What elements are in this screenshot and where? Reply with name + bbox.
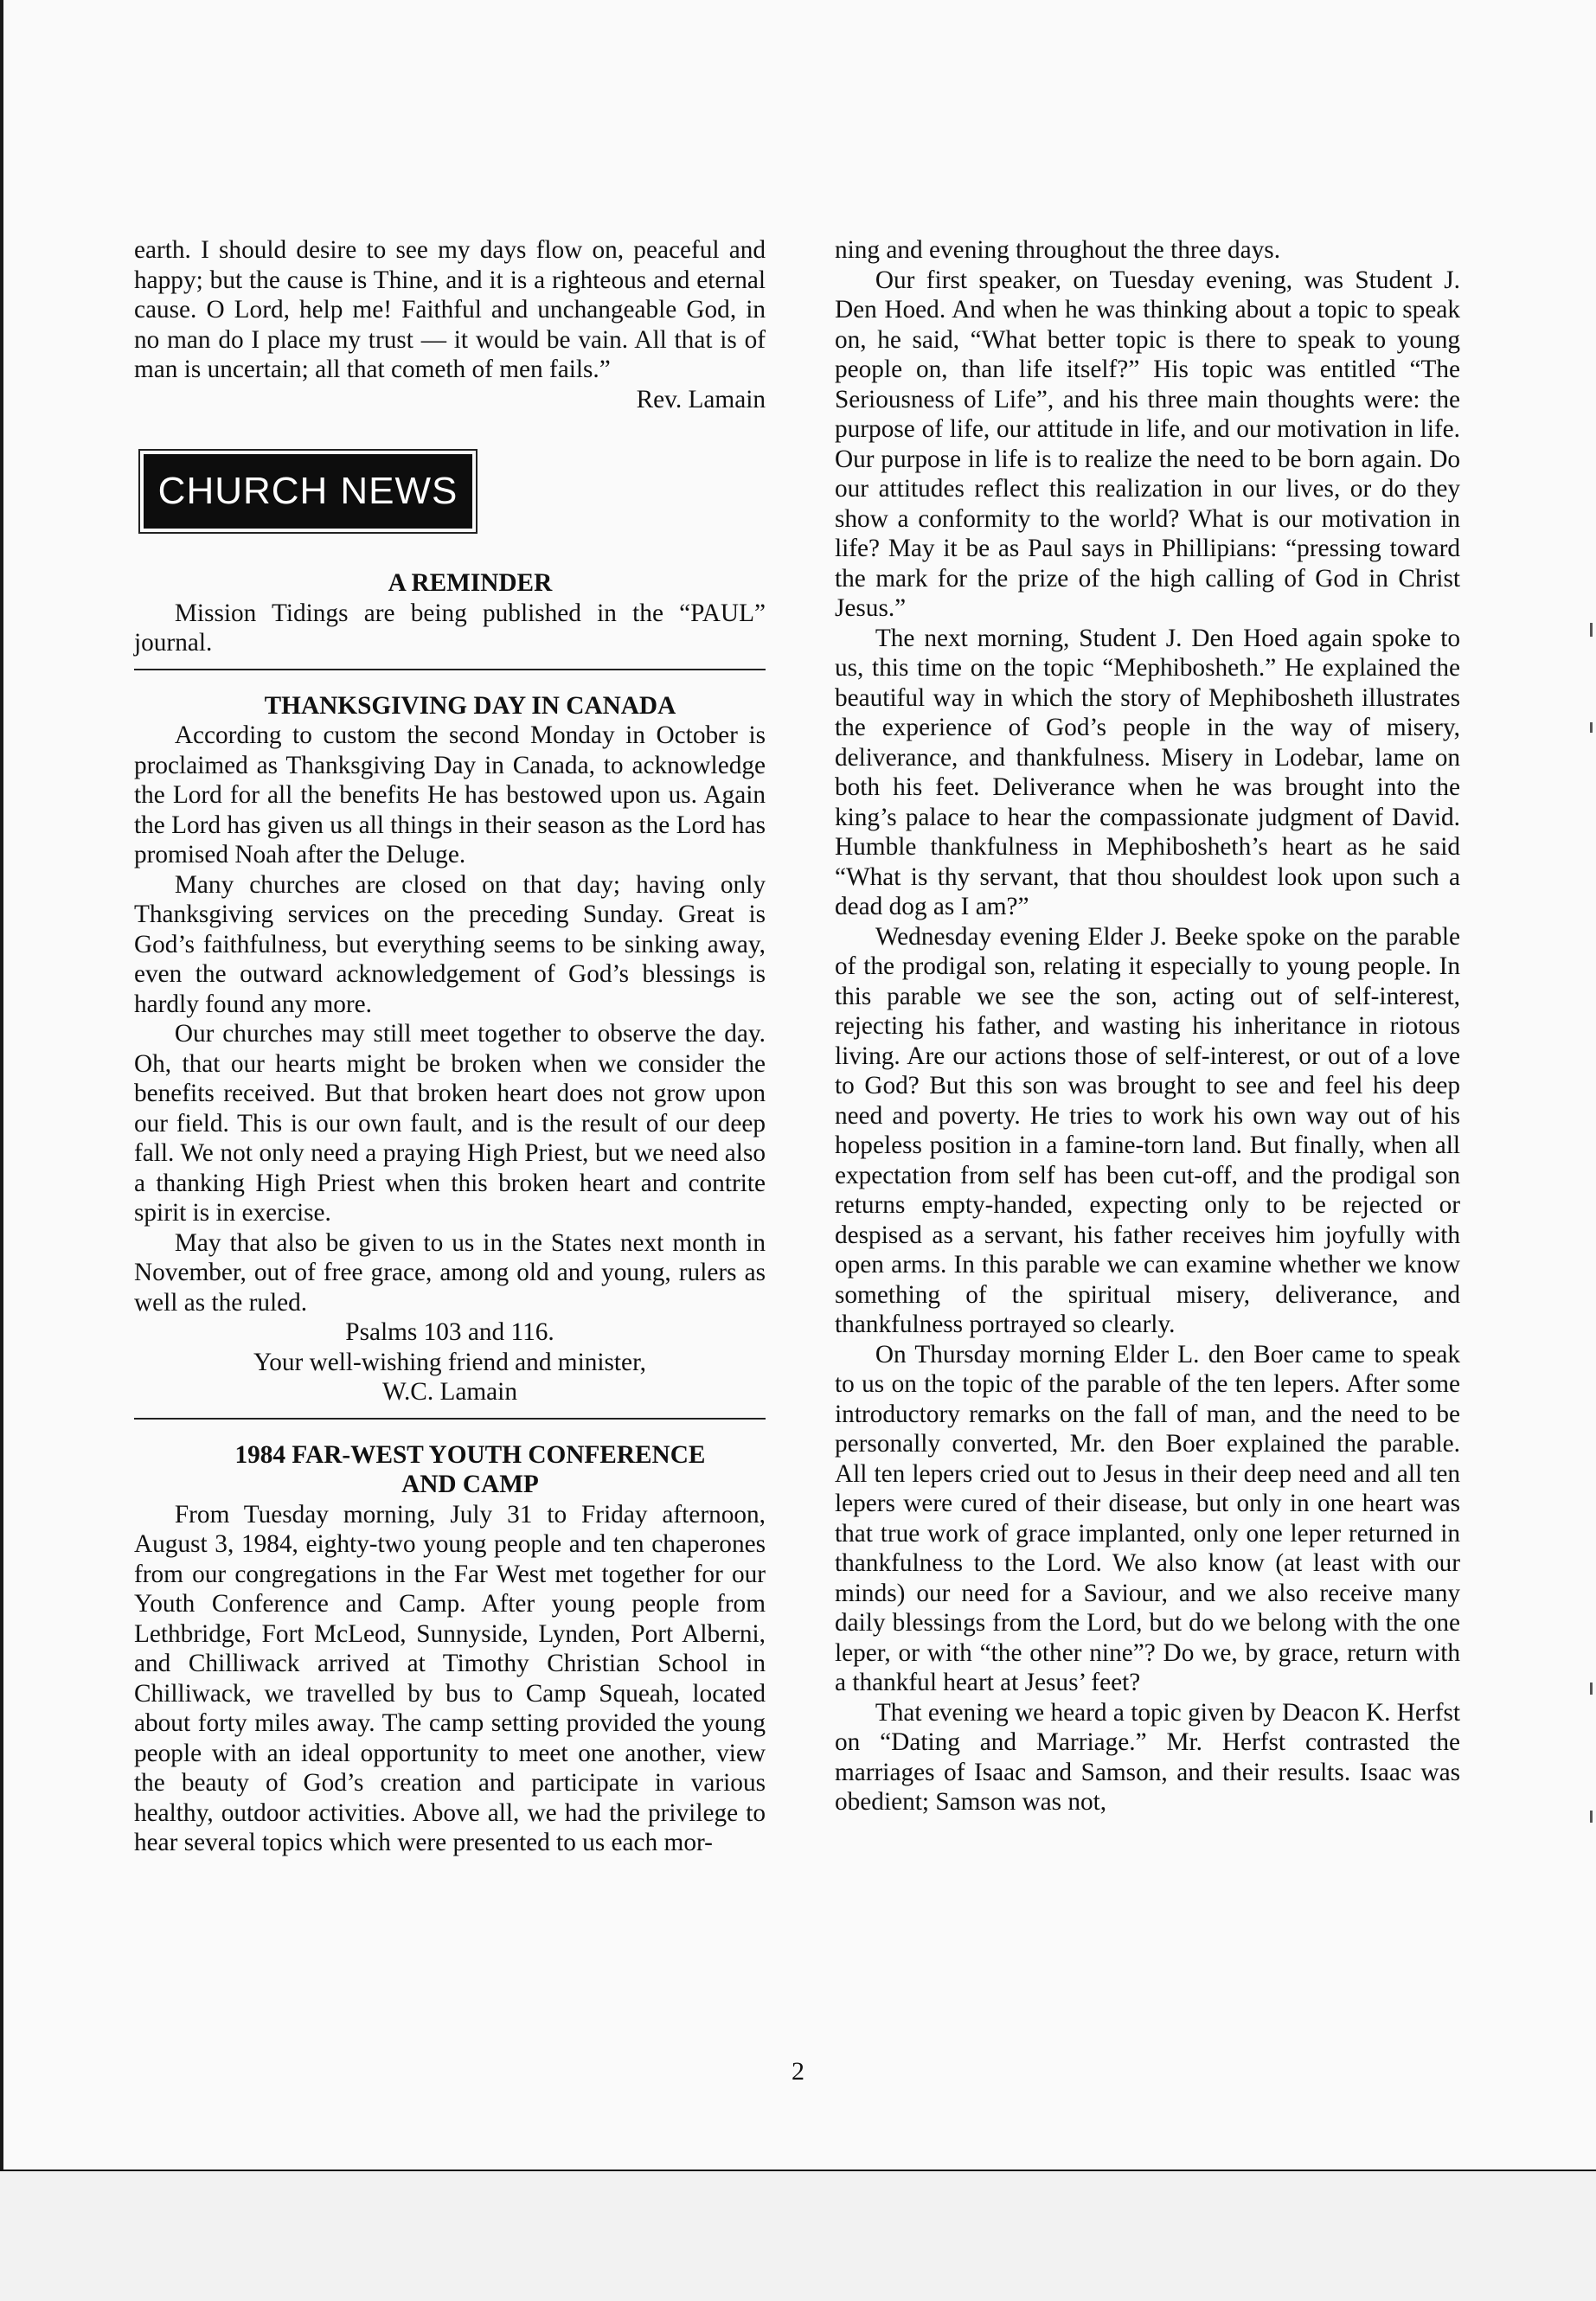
article-paragraph: That evening we heard a topic given by Deacon K. Herfst on “Dating and Marriage.” Mr. Herfst contrasted the marriages of Isaac and Samson, and their results. Isaac was obedient; Samson was not,	[835, 1698, 1460, 1816]
church-news-word1: CHURCH	[157, 469, 329, 512]
article-paragraph: The next morning, Student J. Den Hoed again spoke to us, this time on the topic “Mephibosheth.” He explained the beautiful way in which the story of Mephibosheth illustrates the experience of God’s people in the way of misery, deliverance, and thankfulness. Misery in Lodebar, lame on both his feet. Deliverance when he was brought into the king’s palace to hear the compassionate judgment of David. Humble thankfulness in Mephibosheth’s heart as he said “What is thy servant, that thou shouldest look upon such a dead dog as I am?”	[835, 624, 1460, 920]
thanksgiving-signature: W.C. Lamain	[382, 1378, 517, 1406]
left-column	[134, 235, 766, 1858]
thanksgiving-paragraph: Our churches may still meet together to observe the day. Oh, that our hearts might be broken when we consider the benefits received. But that broken heart does not grow upon our field. This is our own fault, and is the result of our deep fall. We not only need a praying High Priest, but we need also a thanking High Priest when this broken heart and contrite spirit is in exercise.	[134, 1020, 766, 1227]
article-paragraph: On Thursday morning Elder L. den Boer came to speak to us on the topic of the parable of the ten lepers. After some introductory remarks on the fall of man, and the need to be personally converted, Mr. den Boer explained the parable. All ten lepers cried out to Jesus in their deep need and all ten lepers were cured of their disease, but only in one heart was that true work of grace implanted, only one leper returned in thankfulness to the Lord. We also know (at least with our minds) our need for a Saviour, and we also receive many daily blessings from the Lord, but do we belong with the one leper, or with “the other nine”? Do we, by grace, return with a thankful heart at Jesus’ feet?	[835, 1340, 1460, 1696]
conference-title-line1: 1984 FAR-WEST YOUTH CONFERENCE	[234, 1440, 706, 1469]
thanksgiving-paragraph: According to custom the second Monday in October is proclaimed as Thanksgiving Day in Canada, to acknowledge the Lord for all the benefits He has bestowed upon us. Again the Lord has given us all things in their season as the Lord has promised Noah after the Deluge.	[134, 721, 766, 868]
section-divider	[134, 1418, 766, 1420]
scan-mark	[1590, 722, 1593, 733]
church-news-word2: NEWS	[340, 469, 458, 512]
scan-mark	[1590, 1682, 1593, 1695]
church-news-banner	[138, 449, 478, 534]
scan-edge	[0, 0, 3, 2171]
thanksgiving-closing: Psalms 103 and 116.	[345, 1318, 554, 1346]
reminder-text: Mission Tidings are being published in the “PAUL” journal.	[134, 599, 766, 657]
article-paragraph: Our first speaker, on Tuesday evening, was Student J. Den Hoed. And when he was thinking about a topic to speak on, he said, “What better topic is there to speak to young people on, than life itself?” His topic was entitled “The Seriousness of Life”, and his three main thoughts were: the purpose of life, our attitude in life, and our motivation in life. Our purpose in life is to realize the need to be born again. Do our attitudes reflect this realization in our lives, or do they show a conformity to the world? What is our motivation in life? May it be as Paul says in Phillipians: “pressing toward the mark for the prize of the high calling of God in Christ Jesus.”	[835, 266, 1460, 622]
intro-signature: Rev. Lamain	[636, 385, 766, 413]
page-number: 2	[792, 2057, 804, 2086]
continuation-line: ning and evening throughout the three days.	[835, 236, 1281, 264]
thanksgiving-title: THANKSGIVING DAY IN CANADA	[264, 691, 676, 720]
section-divider	[134, 669, 766, 670]
thanksgiving-paragraph: May that also be given to us in the States next month in November, out of free grace, among old and young, rulers as well as the ruled.	[134, 1228, 766, 1317]
reminder-title: A REMINDER	[388, 569, 553, 597]
right-column	[835, 235, 1460, 1817]
conference-paragraph: From Tuesday morning, July 31 to Friday afternoon, August 3, 1984, eighty-two young people and ten chaperones from our congregations in the Far West met together for our Youth Conference and Camp. After young people from Lethbridge, Fort McLeod, Sunnyside, Lynden, Port Alberni, and Chilliwack arrived at Timothy Christian School in Chilliwack, we travelled by bus to Camp Squeah, located about forty miles away. The camp setting provided the young people with an ideal opportunity to meet one another, view the beauty of God’s creation and participate in various healthy, outdoor activities. Above all, we had the privilege to hear several topics which were presented to us each mor-	[134, 1500, 766, 1856]
intro-paragraph: earth. I should desire to see my days flow on, peaceful and happy; but the cause is Thine, and it is a righteous and eternal cause. O Lord, help me! Faithful and unchangeable God, in no man do I place my trust — it would be vain. All that is of man is uncertain; all that cometh of men fails.”	[134, 236, 766, 383]
church-news-badge	[144, 454, 472, 529]
scan-mark	[1590, 1811, 1593, 1823]
thanksgiving-closing: Your well-wishing friend and minister,	[253, 1348, 646, 1376]
thanksgiving-paragraph: Many churches are closed on that day; having only Thanksgiving services on the preceding Sunday. Great is God’s faithfulness, but everything seems to be sinking away, even the outward acknowledgement of God’s blessings is hardly found any more.	[134, 870, 766, 1018]
conference-title-line2: AND CAMP	[401, 1471, 539, 1498]
scan-margin	[0, 2171, 1596, 2301]
article-paragraph: Wednesday evening Elder J. Beeke spoke on the parable of the prodigal son, relating it especially to young people. In this parable we see the son, acting out of self-interest, rejecting his father, and wasting his inheritance in riotous living. Are our actions those of self-interest, or out of a love to God? But this son was brought to see and feel his deep need and poverty. He tries to work his own way out of his hopeless position in a famine-torn land. But finally, when all expectation from self has been cut-off, and the prodigal son returns empty-handed, expecting only to be rejected or despised as a servant, his father receives him joyfully with open arms. In this parable we can examine whether we know something of the spiritual misery, deliverance, and thankfulness portrayed so clearly.	[835, 922, 1460, 1338]
scan-mark	[1590, 623, 1593, 637]
